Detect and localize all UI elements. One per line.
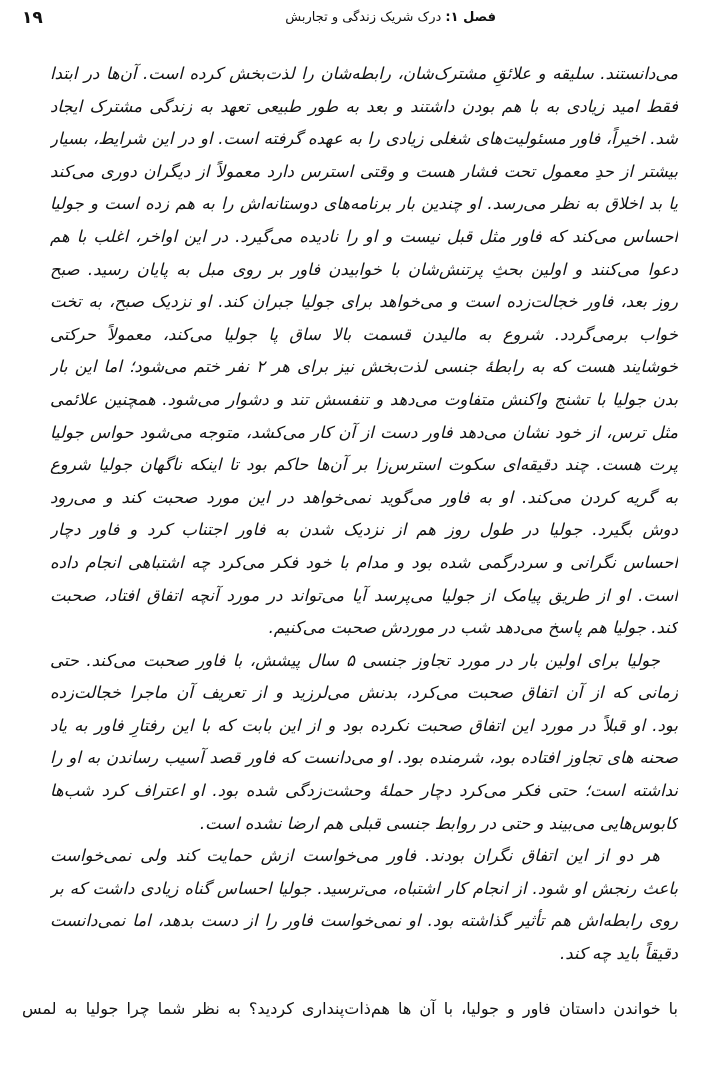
text-line: هر دو از این اتفاق نگران بودند. فاور می‌خواست ازش حمایت کند ولی نمی‌خواست xyxy=(50,846,660,866)
text-line: احساس نگرانی و سردرگمی شده بود و مدام با خود فکر می‌کرد چه اشتباهی انجام داده xyxy=(50,552,678,572)
text-line: به گریه کردن می‌کند. او به فاور می‌گوید نمی‌خواهد در این مورد صحبت کند و می‌رود xyxy=(50,487,678,507)
running-header xyxy=(0,6,706,36)
text-line: بدن جولیا با تشنج واکنش متفاوت می‌دهد و تنفسش تند و دشوار می‌شود. همچنین علائمی xyxy=(50,389,678,409)
text-line: احساس می‌کند که فاور مثل قبل نیست و او را نادیده می‌گیرد. در این اواخر، اغلب با هم xyxy=(50,226,678,246)
text-line: بیشتر از حدِ معمول تحت فشار هست و وقتی استرس دارد معمولاً از دیگران دوری می‌کند xyxy=(50,161,678,181)
text-line: نداشته است؛ حتی فکر می‌کرد دچار حملهٔ وحشت‌زدگی شده بود. او اعتراف کرد شب‌ها xyxy=(50,781,678,801)
text-line: دعوا می‌کنند و اولین بحثِ پرتنش‌شان با خوابیدن فاور بر روی مبل به پایان رسید. صبح xyxy=(50,259,678,279)
chapter-heading xyxy=(285,10,496,25)
chapter-label: فصل ۱: xyxy=(445,10,496,25)
text-line: دقیقاً باید چه کند. xyxy=(560,944,678,964)
text-line: روز بعد، فاور خجالت‌زده است و می‌خواهد برای جولیا جبران کند. او نزدیک صبح، به تخت xyxy=(50,292,678,312)
text-line: کند. جولیا هم پاسخ می‌دهد شب در موردش صحبت می‌کنیم. xyxy=(268,618,678,638)
body-text xyxy=(50,58,678,971)
text-line: زمانی که از آن اتفاق صحبت می‌کرد، بدنش می‌لرزید و از تعریف آن ماجرا خجالت‌زده xyxy=(50,683,678,703)
text-line: باعث رنجش او شود. از انجام کار اشتباه، می‌ترسید. جولیا احساس گناه زیادی داشت که بر xyxy=(50,878,678,898)
text-line: کابوس‌هایی می‌بیند و حتی در روابط جنسی قبلی هم ارضا نشده است. xyxy=(199,813,678,833)
text-line: روی رابطه‌اش هم تأثیر گذاشته بود. او نمی‌خواست فاور را از دست بدهد، اما نمی‌دانست xyxy=(50,911,678,931)
discussion-question: با خواندن داستان فاور و جولیا، با آن ها هم‌ذات‌پنداری کردید؟ به نظر شما چرا جولیا به لمس xyxy=(22,999,678,1018)
text-line: جولیا برای اولین بار در مورد تجاوز جنسی ۵ سال پیشش، با فاور صحبت می‌کند. حتی xyxy=(50,650,660,670)
page-number: ۱۹ xyxy=(22,8,43,28)
text-line: خواب برمی‌گردد. شروع به مالیدن قسمت بالا ساق پا جولیا می‌کند، معمولاً حرکتی xyxy=(50,324,678,344)
text-line: مثل ترس، از خود نشان می‌دهد فاور دست از آن کار می‌کشد، متوجه می‌شود حواس جولیا xyxy=(50,422,678,442)
text-line: صحنه های تجاوز افتاده بود، شرمنده بود. او می‌دانست که فاور قصد آسیب رساندن به او را xyxy=(50,748,678,768)
text-line: پرت هست. چند دقیقه‌ای سکوت استرس‌زا بر آن‌ها حاکم بود تا اینکه ناگهان جولیا شروع xyxy=(50,455,678,475)
text-line: یا بد اخلاق به نظر می‌رسد. او چندین بار برنامه‌های دوستانه‌اش را به هم زده است و جولیا xyxy=(50,194,678,214)
text-line: شد. اخیراً، فاور مسئولیت‌های شغلی زیادی را به عهده گرفته است. او در این شرایط، بسیار xyxy=(50,129,678,149)
text-line: خوشایند هست که به رابطهٔ جنسی لذت‌بخش نیز برای هر ۲ نفر ختم می‌شود؛ اما این بار xyxy=(50,357,678,377)
text-line: بود. او قبلاً در مورد این اتفاق صحبت نکرده بود و از این بابت که با این رفتارِ فاور به یاد xyxy=(50,715,678,735)
chapter-title: درک شریک زندگی و تجاربش xyxy=(285,10,442,25)
text-line: است. او از طریق پیامک از جولیا می‌پرسد آیا می‌تواند در مورد آنچه اتفاق افتاد، صحبت xyxy=(50,585,678,605)
text-line: می‌دانستند. سلیقه و علائقِ مشترک‌شان، رابطه‌شان را لذت‌بخش کرده است. آن‌ها در ابتدا xyxy=(50,64,678,83)
text-line: فقط امید زیادی به با هم بودن داشتند و بعد به طور طبیعی تعهد به زندگی مشترک ایجاد xyxy=(50,96,678,116)
text-line: دوش بگیرد. جولیا در طول روز هم از نزدیک شدن به فاور اجتناب کرد و فاور دچار xyxy=(50,520,678,540)
